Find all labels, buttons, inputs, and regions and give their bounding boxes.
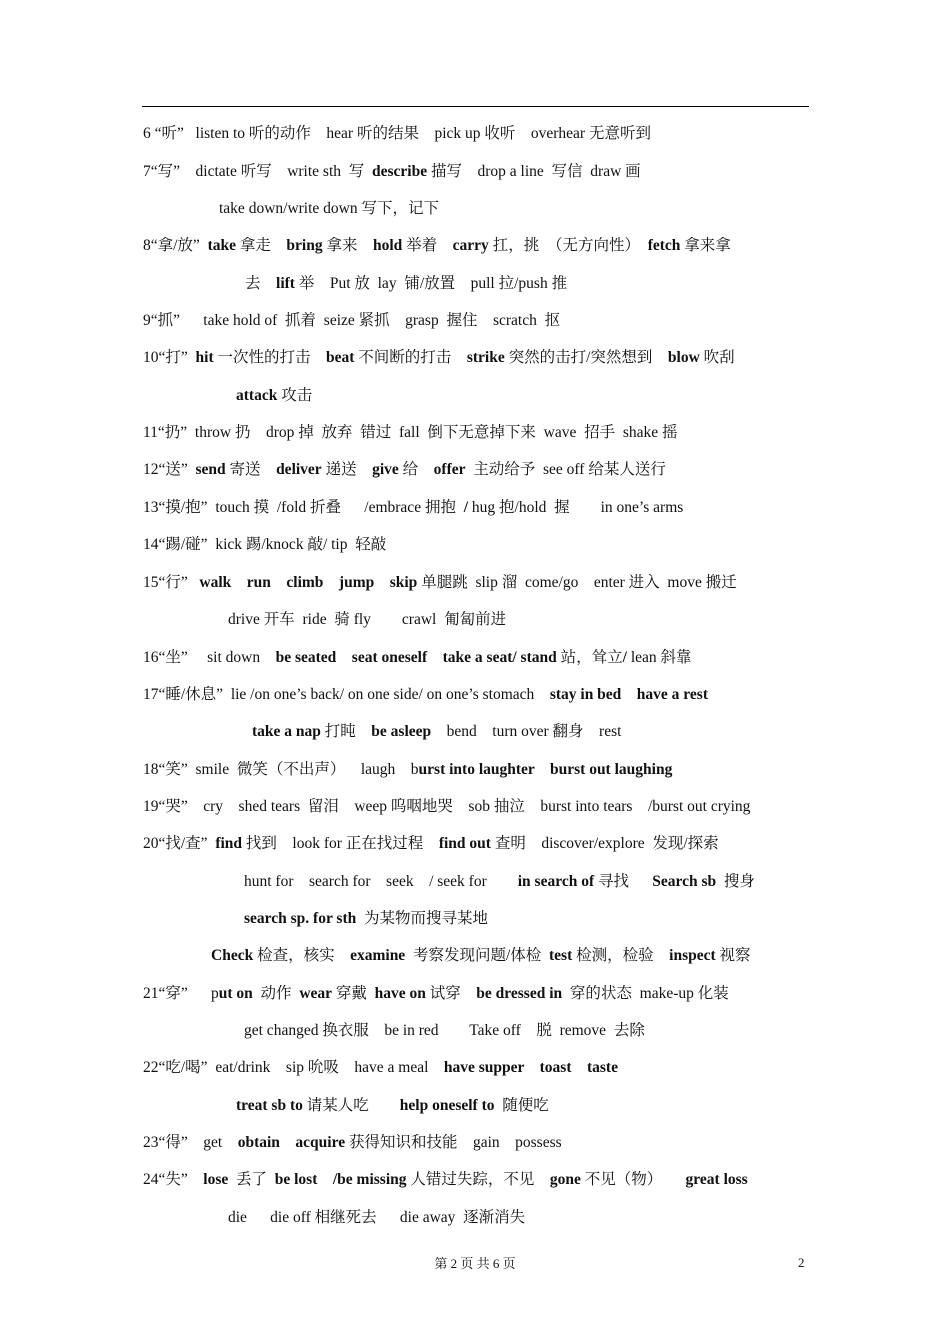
vocab-text: 20“找/查”	[143, 835, 216, 852]
vocab-text: 试穿	[425, 985, 477, 1002]
vocab-text: 举着	[402, 237, 453, 254]
vocab-text: 不间断的打击	[354, 349, 467, 366]
vocab-term-bold: hold	[372, 237, 403, 254]
vocab-term-bold: be dressed in	[476, 985, 563, 1002]
vocab-text: 不见（物）	[580, 1171, 686, 1188]
vocab-text: 寄送	[225, 461, 277, 478]
vocab-text: 获得知识和技能 gain possess	[345, 1134, 562, 1151]
vocab-term-bold: bring	[286, 237, 323, 254]
vocab-text: hunt for search for seek / seek for	[244, 873, 518, 890]
vocab-text: 穿戴	[332, 985, 375, 1002]
vocab-text: 18“笑” smile 微笑（不出声） laugh b	[143, 761, 419, 778]
vocab-line	[236, 386, 312, 406]
page-footer: 第 2 页 共 6 页	[434, 1256, 516, 1271]
vocab-line	[143, 797, 750, 817]
vocab-term-bold: great loss	[685, 1171, 748, 1188]
vocab-term-bold: stay in bed have a rest	[549, 686, 708, 703]
vocab-term-bold: in search of	[517, 873, 595, 890]
vocab-line	[143, 535, 386, 555]
vocab-line	[244, 909, 488, 929]
vocab-line	[143, 1133, 562, 1153]
vocab-term-bold: carry	[452, 237, 489, 254]
vocab-text: 描写 drop a line 写信 draw 画	[427, 163, 641, 180]
vocab-text: 6 “听” listen to 听的动作 hear 听的结果 pick up 收听 overhear 无意听到	[143, 125, 651, 142]
vocab-text: hug 抱/hold 握 in one’s arms	[468, 499, 684, 516]
vocab-text: 8“拿/放”	[143, 237, 208, 254]
vocab-term-bold: blow	[667, 349, 700, 366]
vocab-term-bold: Search sb	[652, 873, 717, 890]
vocab-text: 穿的状态 make-up 化装	[562, 985, 729, 1002]
vocab-text: 站，耸立	[556, 649, 623, 666]
vocab-line	[245, 274, 567, 294]
vocab-text: 7“写” dictate 听写 write sth 写	[143, 163, 373, 180]
vocab-text: 10“打”	[143, 349, 196, 366]
vocab-text: 16“坐” sit down	[143, 649, 276, 666]
vocab-line	[236, 1096, 549, 1116]
vocab-line	[143, 834, 719, 854]
vocab-text: 22“吃/喝” eat/drink sip 吮吸 have a meal	[143, 1059, 444, 1076]
vocab-text: 12“送”	[143, 461, 196, 478]
vocab-text: 给	[398, 461, 434, 478]
vocab-term-bold: lose	[203, 1171, 229, 1188]
vocab-term-bold: inspect	[669, 947, 716, 964]
vocab-text: 丢了	[228, 1171, 275, 1188]
vocab-term-bold: be asleep	[371, 723, 432, 740]
vocab-text: 寻找	[594, 873, 653, 890]
vocab-text: 15“行”	[143, 574, 200, 591]
vocab-text: 23“得” get	[143, 1134, 238, 1151]
page-number: 2	[798, 1255, 805, 1270]
vocab-text: 突然的击打/突然想到	[504, 349, 668, 366]
vocab-text: 扛，挑 （无方向性）	[488, 237, 648, 254]
vocab-line	[244, 872, 755, 892]
vocab-term-bold: hit	[195, 349, 214, 366]
vocab-text: die die off 相继死去 die away 逐渐消失	[228, 1209, 526, 1226]
vocab-term-bold: search sp. for sth	[244, 910, 357, 927]
vocab-text: 14“踢/碰” kick 踢/knock 敲/ tip 轻敲	[143, 536, 387, 553]
vocab-text: 查明 discover/explore 发现/探索	[490, 835, 719, 852]
vocab-text: 吹刮	[699, 349, 735, 366]
vocab-text: 攻击	[277, 387, 313, 404]
vocab-line	[143, 460, 666, 480]
vocab-text: 检查，核实	[253, 947, 351, 964]
vocab-term-bold: have supper toast taste	[443, 1059, 618, 1076]
vocab-term-bold: offer	[433, 461, 466, 478]
vocab-text: drive 开车 ride 骑 fly crawl 匍匐前进	[228, 611, 507, 628]
vocab-line	[219, 199, 439, 219]
vocab-term-bold: find	[215, 835, 243, 852]
vocab-line	[143, 498, 683, 518]
vocab-line	[143, 984, 729, 1004]
vocab-term-bold: find out	[438, 835, 491, 852]
vocab-term-bold: wear	[299, 985, 333, 1002]
vocab-line	[143, 648, 692, 668]
vocab-term-bold: be seated seat oneself take a seat/ stand	[275, 649, 557, 666]
vocab-text: 24“失”	[143, 1171, 204, 1188]
vocab-term-bold: lift	[276, 275, 295, 292]
vocab-line	[228, 610, 506, 630]
vocab-term-bold: ut on	[218, 985, 253, 1002]
header-rule	[142, 106, 809, 107]
vocab-line	[143, 236, 731, 256]
vocab-text: 主动给予 see off 给某人送行	[465, 461, 666, 478]
vocab-term-bold: treat sb to	[236, 1097, 303, 1114]
vocab-term-bold: be lost /be missing	[274, 1171, 407, 1188]
vocab-text: 人错过失踪，不见	[406, 1171, 550, 1188]
vocab-line	[143, 162, 641, 182]
vocab-text: 搜身	[716, 873, 755, 890]
vocab-line	[143, 573, 737, 593]
vocab-text: 考察发现问题/体检	[405, 947, 550, 964]
vocab-line	[143, 760, 672, 780]
vocab-text: 13“摸/抱” touch 摸 /fold 折叠 /embrace 拥抱	[143, 499, 464, 516]
vocab-term-bold: walk run climb jump skip	[199, 574, 418, 591]
vocab-line	[252, 722, 621, 742]
vocab-text: 视察	[715, 947, 751, 964]
vocab-text: 拿来拿	[680, 237, 731, 254]
vocab-text: 随便吃	[494, 1097, 549, 1114]
vocab-line	[143, 311, 560, 331]
vocab-text: 17“睡/休息” lie /on one’s back/ on one side/ on one’s stomach	[143, 686, 550, 703]
vocab-term-bold: deliver	[276, 461, 322, 478]
vocab-line	[143, 1058, 618, 1078]
vocab-text: take down/write down 写下，记下	[219, 200, 439, 217]
vocab-term-bold: take	[207, 237, 236, 254]
vocab-text: 去	[245, 275, 277, 292]
vocab-text: 找到 look for 正在找过程	[242, 835, 439, 852]
vocab-text: 为某物而搜寻某地	[356, 910, 489, 927]
vocab-line	[143, 124, 651, 144]
vocab-text: 动作	[252, 985, 300, 1002]
vocab-term-bold: give	[372, 461, 399, 478]
vocab-text: lean 斜靠	[626, 649, 692, 666]
vocab-text: 19“哭” cry shed tears 留泪 weep 呜咽地哭 sob 抽泣 burst into tears /burst out crying	[143, 798, 751, 815]
vocab-line	[244, 1021, 645, 1041]
vocab-term-bold: attack	[236, 387, 278, 404]
vocab-text: 一次性的打击	[213, 349, 326, 366]
vocab-term-bold: take a nap	[252, 723, 321, 740]
vocab-line	[143, 348, 735, 368]
vocab-term-bold: gone	[549, 1171, 581, 1188]
vocab-text: 举 Put 放 lay 铺/放置 pull 拉/push 推	[294, 275, 568, 292]
vocab-term-bold: fetch	[647, 237, 681, 254]
vocab-text: 打盹	[320, 723, 372, 740]
vocab-term-bold: help oneself to	[399, 1097, 495, 1114]
vocab-text: 拿走	[236, 237, 287, 254]
vocab-line	[211, 946, 751, 966]
vocab-text: 递送	[321, 461, 373, 478]
vocab-term-bold: strike	[466, 349, 505, 366]
vocab-term-bold: obtain acquire	[237, 1134, 346, 1151]
vocab-term-bold: Check	[211, 947, 254, 964]
vocab-text: 单腿跳 slip 溜 come/go enter 进入 move 搬迁	[417, 574, 737, 591]
vocab-term-bold: beat	[326, 349, 355, 366]
vocab-line	[228, 1208, 525, 1228]
vocab-term-bold: urst into laughter burst out laughing	[418, 761, 673, 778]
vocab-text: 9“抓” take hold of 抓着 seize 紧抓 grasp 握住 scratch 抠	[143, 312, 561, 329]
vocab-term-bold: send	[195, 461, 226, 478]
vocab-term-bold: test	[549, 947, 573, 964]
vocab-term-bold: have on	[374, 985, 426, 1002]
vocab-text: get changed 换衣服 be in red Take off 脱 remove 去除	[244, 1022, 645, 1039]
vocab-text: 拿来	[322, 237, 373, 254]
vocab-line	[143, 1170, 748, 1190]
vocab-term-bold: /	[463, 499, 469, 516]
vocab-line	[143, 685, 708, 705]
vocab-line	[143, 423, 678, 443]
vocab-text: 请某人吃	[302, 1097, 400, 1114]
vocab-text: bend turn over 翻身 rest	[431, 723, 622, 740]
vocab-term-bold: describe	[372, 163, 428, 180]
vocab-text: 11“扔” throw 扔 drop 掉 放弃 错过 fall 倒下无意掉下来 wave 招手 shake 摇	[143, 424, 678, 441]
vocab-term-bold: examine	[350, 947, 406, 964]
vocab-text: 检测，检验	[572, 947, 670, 964]
vocab-text: 21“穿” p	[143, 985, 219, 1002]
vocab-term-bold: /	[622, 649, 627, 666]
